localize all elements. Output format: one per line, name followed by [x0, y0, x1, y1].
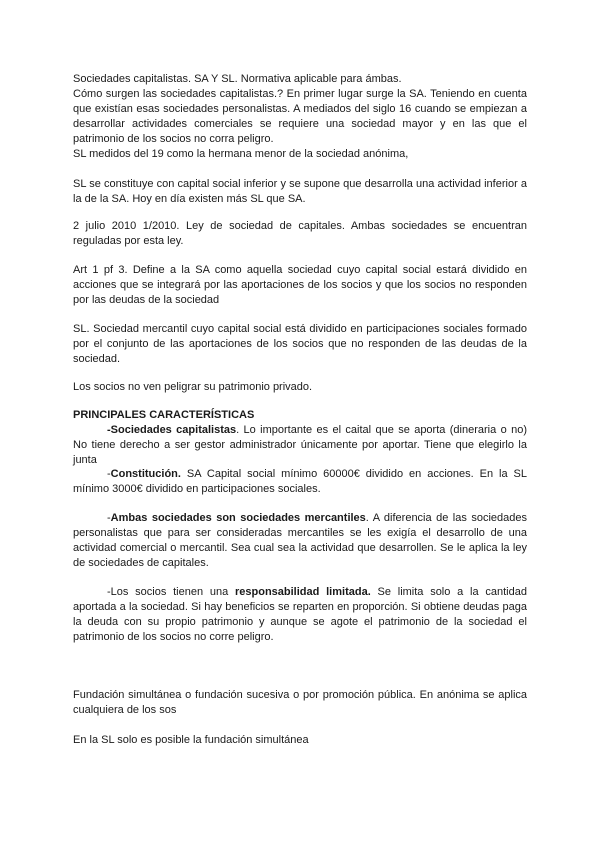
characteristic-mercantiles-title: Ambas sociedades son sociedades mercantiles	[110, 512, 366, 524]
sa-definition-paragraph: Art 1 pf 3. Define a la SA como aquella sociedad cuyo capital social estará dividido en acciones que se integrará por las aportaciones de los socios y que los socios no responden por las deudas de la sociedad	[73, 264, 527, 306]
characteristic-capitalistas	[73, 423, 527, 468]
characteristic-capitalistas-title: -Sociedades capitalistas	[107, 424, 237, 436]
characteristics-heading: PRINCIPALES CARACTERÍSTICAS	[73, 409, 255, 421]
law-paragraph: 2 julio 2010 1/2010. Ley de sociedad de capitales. Ambas sociedades se encuentran reguladas por esta ley.	[73, 220, 527, 247]
characteristic-constitucion-title: Constitución.	[110, 468, 181, 480]
bullet-dash: -	[107, 468, 111, 480]
characteristic-responsabilidad-text: Se limita solo a la cantidad aportada a la sociedad. Si hay beneficios se reparten en proporción. Si obtiene deudas paga la deuda con su propio patrimonio y aunque se agote el patrimonio de la sociedad el patrimonio de los socios no corre peligro.	[73, 586, 527, 643]
characteristic-capitalistas-text: . Lo importante es el caital que se aporta (dineraria o no) No tiene derecho a ser gestor administrador únicamente por aportar. Tiene que elegirlo la junta	[73, 424, 527, 466]
sl-origin-line: SL medidos del 19 como la hermana menor de la sociedad anónima,	[73, 148, 409, 160]
characteristic-mercantiles-text: . A diferencia de las sociedades personalistas que para ser consideradas mercantiles se les exigía el desarrollo de una actividad comercial o mercantil. Sea cual sea la actividad que desarrollen. Se le aplica la ley de sociedades de capitales.	[73, 512, 527, 569]
origin-text: Cómo surgen las sociedades capitalistas.? En primer lugar surge la SA. Teniendo en cuenta que existían esas sociedades personalistas. A mediados del siglo 16 cuando se empiezan a desarrollar actividades comerciales se requiere una sociedad mayor y en las que el patrimonio de los socios no corra peligro.	[73, 88, 527, 145]
sl-fundacion-paragraph: En la SL solo es posible la fundación simultánea	[73, 734, 309, 746]
socios-paragraph: Los socios no ven peligrar su patrimonio privado.	[73, 381, 313, 393]
characteristic-constitucion	[73, 467, 527, 497]
characteristic-constitucion-text: SA Capital social mínimo 60000€ dividido en acciones. En la SL mínimo 3000€ dividido en participaciones sociales.	[73, 468, 527, 495]
intro-paragraph	[73, 72, 527, 162]
fundacion-paragraph: Fundación simultánea o fundación sucesiva o por promoción pública. En anónima se aplica cualquiera de los sos	[73, 689, 527, 716]
sl-constitution-paragraph: SL se constituye con capital social inferior y se supone que desarrolla una actividad inferior a la de la SA. Hoy en día existen más SL que SA.	[73, 178, 527, 205]
title-line: Sociedades capitalistas. SA Y SL. Normativa aplicable para ámbas.	[73, 73, 402, 85]
characteristic-responsabilidad-prefix: -Los socios tienen una	[107, 586, 235, 598]
sl-definition-paragraph: SL. Sociedad mercantil cuyo capital social está dividido en participaciones sociales formado por el conjunto de las aportaciones de los socios que no responden de las deudas de la sociedad.	[73, 323, 527, 365]
characteristic-responsabilidad-title: responsabilidad limitada.	[235, 586, 371, 598]
characteristic-mercantiles	[73, 511, 527, 571]
characteristic-responsabilidad	[73, 585, 527, 645]
bullet-dash: -	[107, 512, 111, 524]
